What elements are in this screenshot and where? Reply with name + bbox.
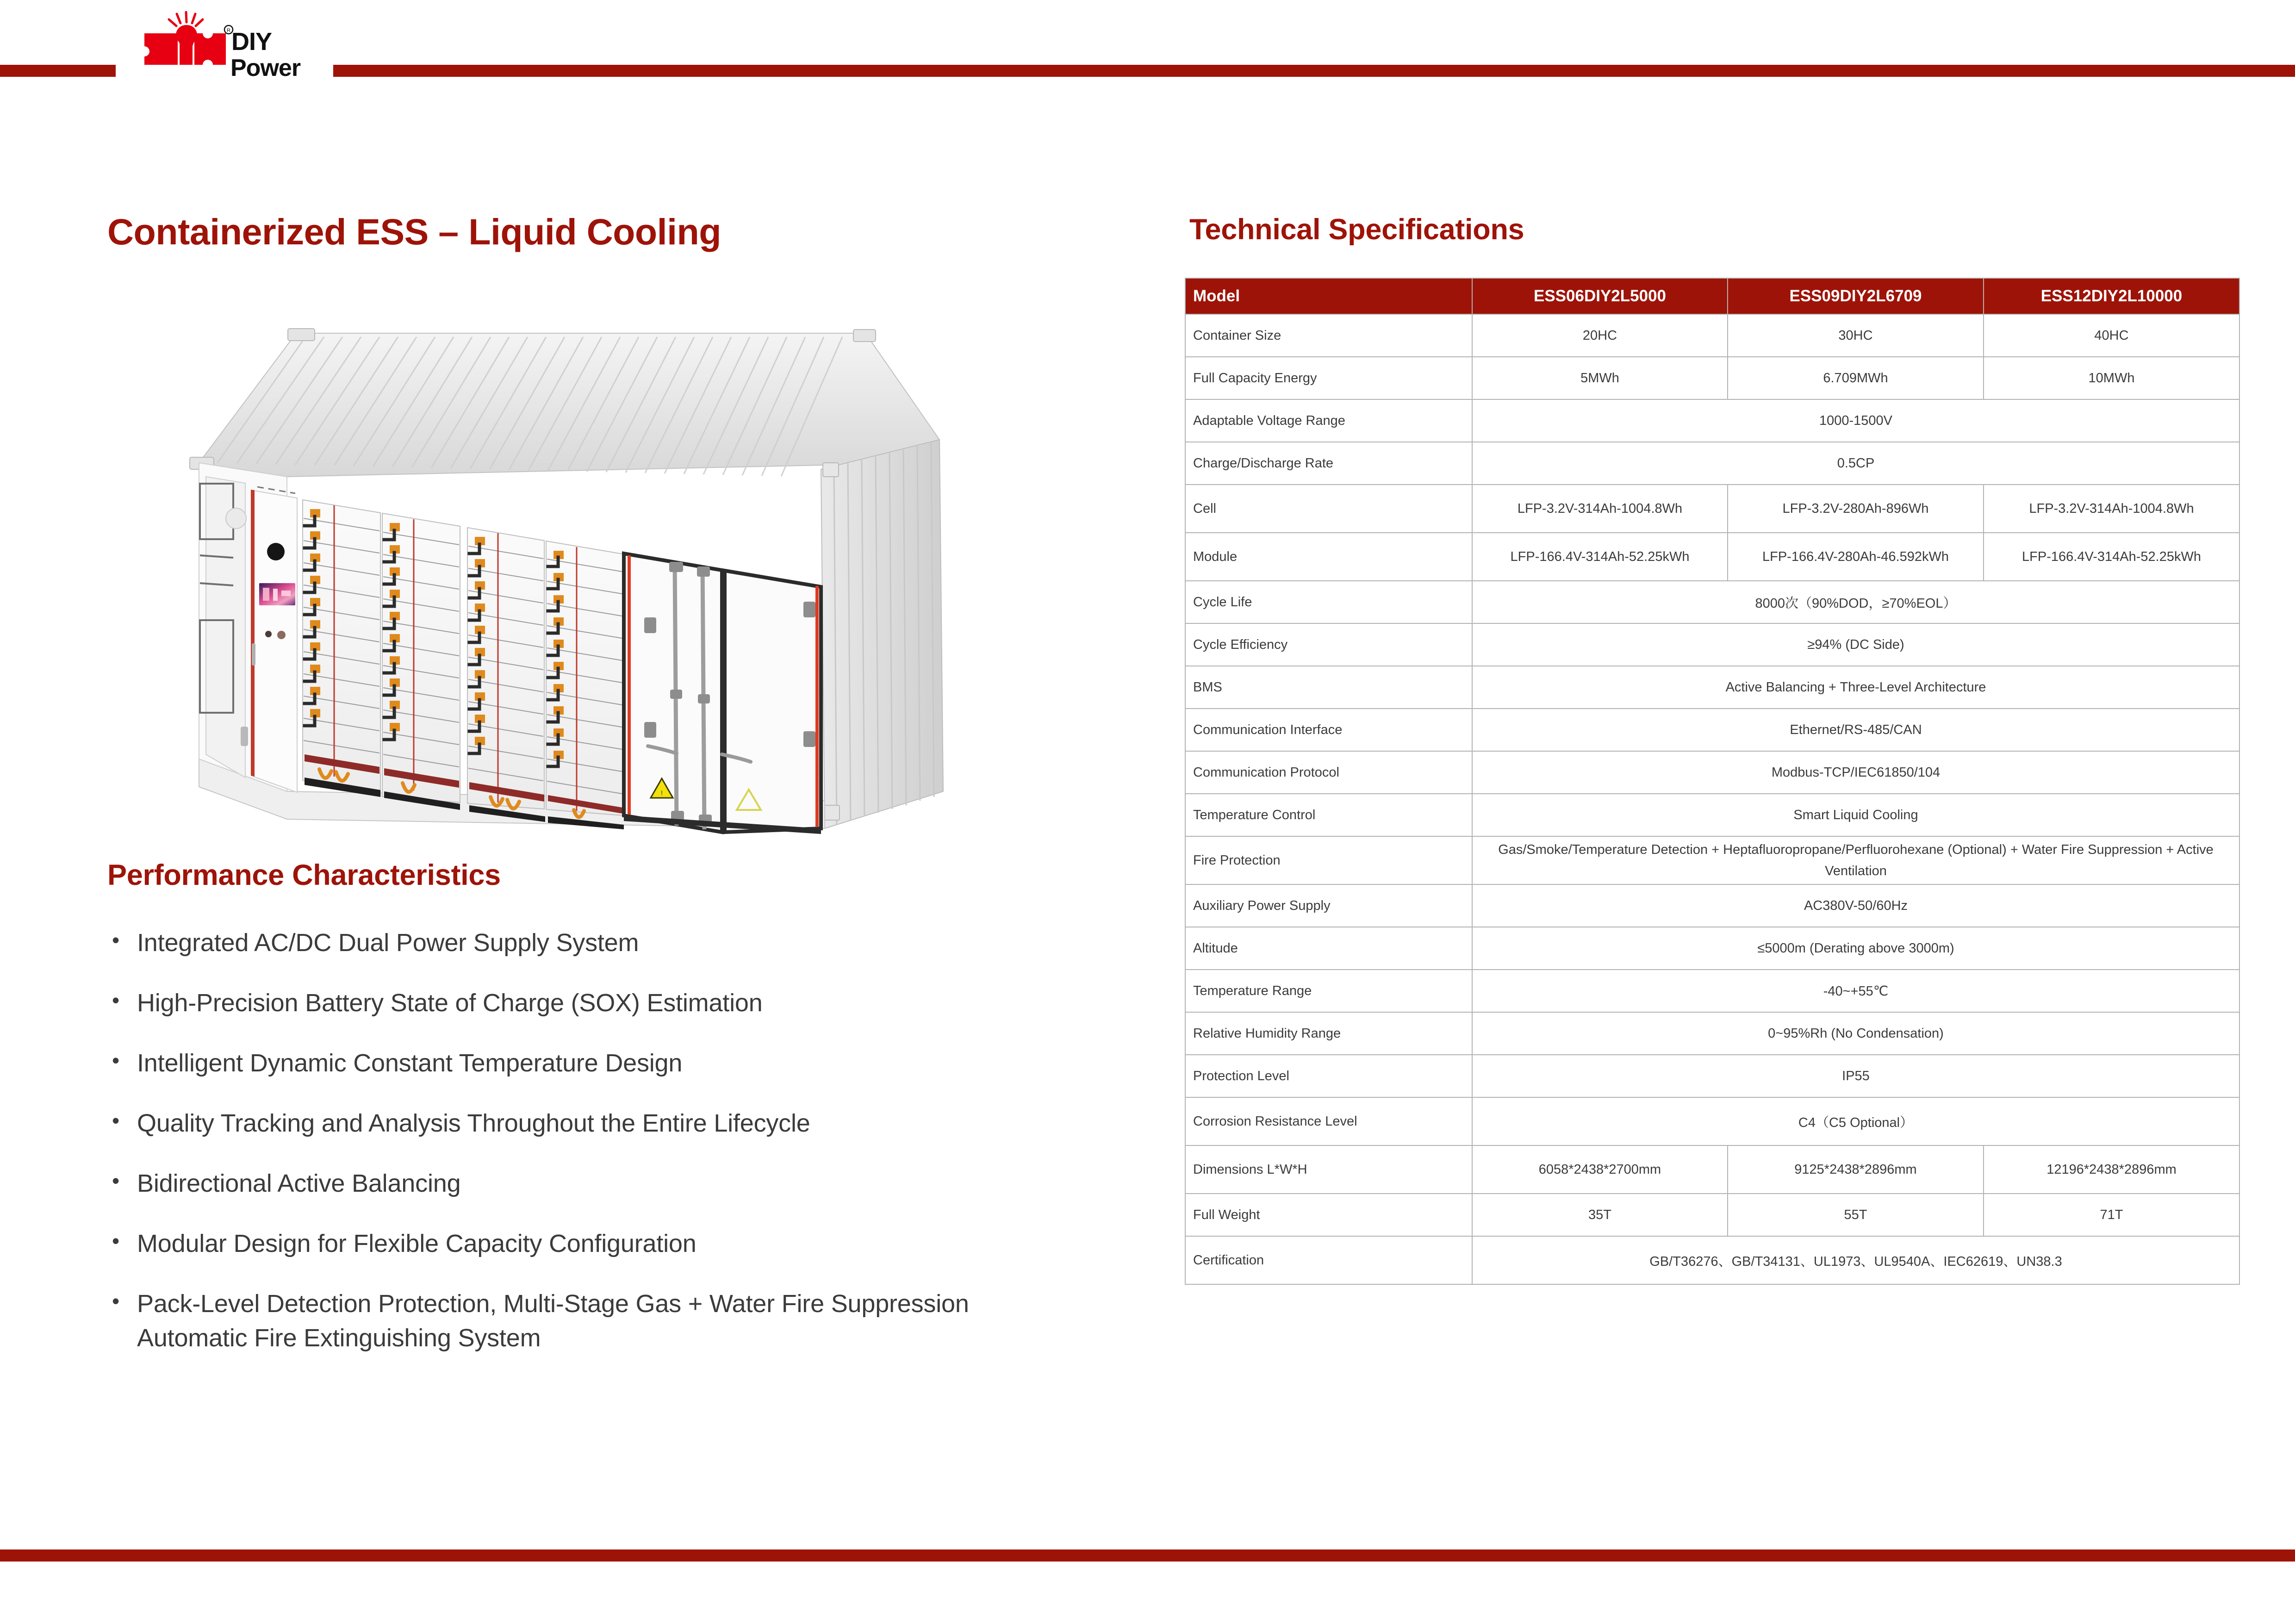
- list-item-label: Bidirectional Active Balancing: [137, 1170, 461, 1197]
- list-item: [107, 926, 1116, 960]
- page-title: Containerized ESS – Liquid Cooling: [107, 211, 721, 252]
- table-body: [1185, 314, 2239, 1284]
- row-value: 0~95%Rh (No Condensation): [1472, 1012, 2239, 1055]
- table-row: [1185, 1194, 2239, 1236]
- table-row: [1185, 1055, 2239, 1097]
- table-row: [1185, 751, 2239, 794]
- row-label: Corrosion Resistance Level: [1185, 1097, 1472, 1145]
- column-header-model-2: ESS09DIY2L6709: [1728, 278, 1984, 314]
- svg-text:Power: Power: [230, 55, 301, 81]
- row-label: Charge/Discharge Rate: [1185, 442, 1472, 485]
- column-header-model: Model: [1185, 278, 1472, 314]
- row-value-2: LFP-166.4V-280Ah-46.592kWh: [1728, 533, 1984, 581]
- row-label: Dimensions L*W*H: [1185, 1145, 1472, 1194]
- bullet-marker-icon: •: [112, 1229, 120, 1253]
- bullet-marker-icon: •: [112, 1289, 120, 1313]
- row-value-2: 30HC: [1728, 314, 1984, 357]
- list-item: [107, 1046, 1116, 1080]
- row-value-3: 12196*2438*2896mm: [1984, 1145, 2239, 1194]
- row-value-3: LFP-3.2V-314Ah-1004.8Wh: [1984, 485, 2239, 533]
- row-label: Protection Level: [1185, 1055, 1472, 1097]
- row-label: Relative Humidity Range: [1185, 1012, 1472, 1055]
- row-label: Module: [1185, 533, 1472, 581]
- list-item-label: High-Precision Battery State of Charge (SOX) Estimation: [137, 989, 763, 1017]
- row-value: 1000-1500V: [1472, 399, 2239, 442]
- row-value-2: LFP-3.2V-280Ah-896Wh: [1728, 485, 1984, 533]
- row-label: Container Size: [1185, 314, 1472, 357]
- column-header-model-3: ESS12DIY2L10000: [1984, 278, 2239, 314]
- row-label: Temperature Control: [1185, 794, 1472, 836]
- row-value-1: 6058*2438*2700mm: [1472, 1145, 1728, 1194]
- technical-specifications-title: Technical Specifications: [1189, 213, 1524, 246]
- list-item: [107, 1226, 1116, 1261]
- list-item-label: Modular Design for Flexible Capacity Configuration: [137, 1230, 697, 1257]
- row-label: Auxiliary Power Supply: [1185, 884, 1472, 927]
- table-row: [1185, 442, 2239, 485]
- row-value-3: 40HC: [1984, 314, 2239, 357]
- table-row: [1185, 581, 2239, 623]
- header-accent-bar: [0, 65, 2295, 77]
- row-value: Smart Liquid Cooling: [1472, 794, 2239, 836]
- row-label: Communication Interface: [1185, 709, 1472, 751]
- row-value: IP55: [1472, 1055, 2239, 1097]
- table-row: [1185, 970, 2239, 1012]
- svg-text:R: R: [227, 28, 230, 33]
- row-value: AC380V-50/60Hz: [1472, 884, 2239, 927]
- row-label: Cycle Efficiency: [1185, 623, 1472, 666]
- row-label: Fire Protection: [1185, 836, 1472, 884]
- row-value: 0.5CP: [1472, 442, 2239, 485]
- row-value-3: 71T: [1984, 1194, 2239, 1236]
- row-value: ≤5000m (Derating above 3000m): [1472, 927, 2239, 970]
- footer-accent-bar: [0, 1549, 2295, 1562]
- row-label: Temperature Range: [1185, 970, 1472, 1012]
- row-value-1: LFP-166.4V-314Ah-52.25kWh: [1472, 533, 1728, 581]
- row-label: Cycle Life: [1185, 581, 1472, 623]
- row-value: GB/T36276、GB/T34131、UL1973、UL9540A、IEC62619、UN38.3: [1472, 1236, 2239, 1284]
- table-row: [1185, 666, 2239, 709]
- technical-specifications-table: [1185, 278, 2240, 1285]
- row-label: Communication Protocol: [1185, 751, 1472, 794]
- table-row: [1185, 1097, 2239, 1145]
- row-value: C4（C5 Optional）: [1472, 1097, 2239, 1145]
- row-label: Altitude: [1185, 927, 1472, 970]
- row-label: Full Weight: [1185, 1194, 1472, 1236]
- row-label: Cell: [1185, 485, 1472, 533]
- row-value-2: 6.709MWh: [1728, 357, 1984, 399]
- list-item-label: Intelligent Dynamic Constant Temperature Design: [137, 1049, 683, 1077]
- table-header-row: [1185, 278, 2239, 314]
- table-row: [1185, 927, 2239, 970]
- row-label: Certification: [1185, 1236, 1472, 1284]
- svg-text:!: !: [661, 789, 663, 796]
- table-row: [1185, 623, 2239, 666]
- row-value: ≥94% (DC Side): [1472, 623, 2239, 666]
- bullet-marker-icon: •: [112, 1169, 120, 1193]
- row-label: Full Capacity Energy: [1185, 357, 1472, 399]
- spec-table-container: [1185, 278, 2239, 1285]
- bullet-marker-icon: •: [112, 928, 120, 952]
- row-value-3: 10MWh: [1984, 357, 2239, 399]
- table-row: [1185, 709, 2239, 751]
- column-header-model-1: ESS06DIY2L5000: [1472, 278, 1728, 314]
- row-value: Modbus-TCP/IEC61850/104: [1472, 751, 2239, 794]
- row-value-1: 35T: [1472, 1194, 1728, 1236]
- list-item: [107, 986, 1116, 1020]
- table-row: [1185, 399, 2239, 442]
- row-value: 8000次（90%DOD，≥70%EOL）: [1472, 581, 2239, 623]
- list-item: [107, 1106, 1116, 1140]
- svg-text:DIY: DIY: [231, 28, 272, 56]
- table-row: [1185, 884, 2239, 927]
- list-item-label: Quality Tracking and Analysis Throughout the Entire Lifecycle: [137, 1109, 810, 1137]
- row-label: Adaptable Voltage Range: [1185, 399, 1472, 442]
- diy-power-logo: [121, 11, 334, 85]
- table-row: [1185, 357, 2239, 399]
- table-row: [1185, 794, 2239, 836]
- row-value-2: 55T: [1728, 1194, 1984, 1236]
- row-value-1: 20HC: [1472, 314, 1728, 357]
- row-value: -40~+55℃: [1472, 970, 2239, 1012]
- list-item: [107, 1166, 1116, 1201]
- row-value-2: 9125*2438*2896mm: [1728, 1145, 1984, 1194]
- row-value: Active Balancing + Three-Level Architecture: [1472, 666, 2239, 709]
- table-row: [1185, 836, 2239, 884]
- table-row: [1185, 485, 2239, 533]
- bullet-marker-icon: •: [112, 988, 120, 1012]
- performance-bullet-list: [107, 926, 1116, 1381]
- table-row: [1185, 1145, 2239, 1194]
- row-value: Gas/Smoke/Temperature Detection + Heptafluoropropane/Perfluorohexane (Optional) + Water Fire Suppression + Active Ventilation: [1472, 836, 2239, 884]
- bullet-marker-icon: •: [112, 1048, 120, 1072]
- table-row: [1185, 314, 2239, 357]
- table-row: [1185, 533, 2239, 581]
- list-item-label: Integrated AC/DC Dual Power Supply System: [137, 929, 639, 957]
- left-column: [107, 211, 1126, 253]
- row-value-1: LFP-3.2V-314Ah-1004.8Wh: [1472, 485, 1728, 533]
- ess-container-image: [171, 324, 967, 842]
- row-value-3: LFP-166.4V-314Ah-52.25kWh: [1984, 533, 2239, 581]
- list-item-label: Pack-Level Detection Protection, Multi-Stage Gas + Water Fire Suppression Automatic Fire Extinguishing System: [137, 1290, 969, 1352]
- bullet-marker-icon: •: [112, 1108, 120, 1132]
- row-value: Ethernet/RS-485/CAN: [1472, 709, 2239, 751]
- list-item: [107, 1287, 1116, 1355]
- row-label: BMS: [1185, 666, 1472, 709]
- table-row: [1185, 1012, 2239, 1055]
- row-value-1: 5MWh: [1472, 357, 1728, 399]
- table-row: [1185, 1236, 2239, 1284]
- performance-characteristics-title: Performance Characteristics: [107, 859, 501, 891]
